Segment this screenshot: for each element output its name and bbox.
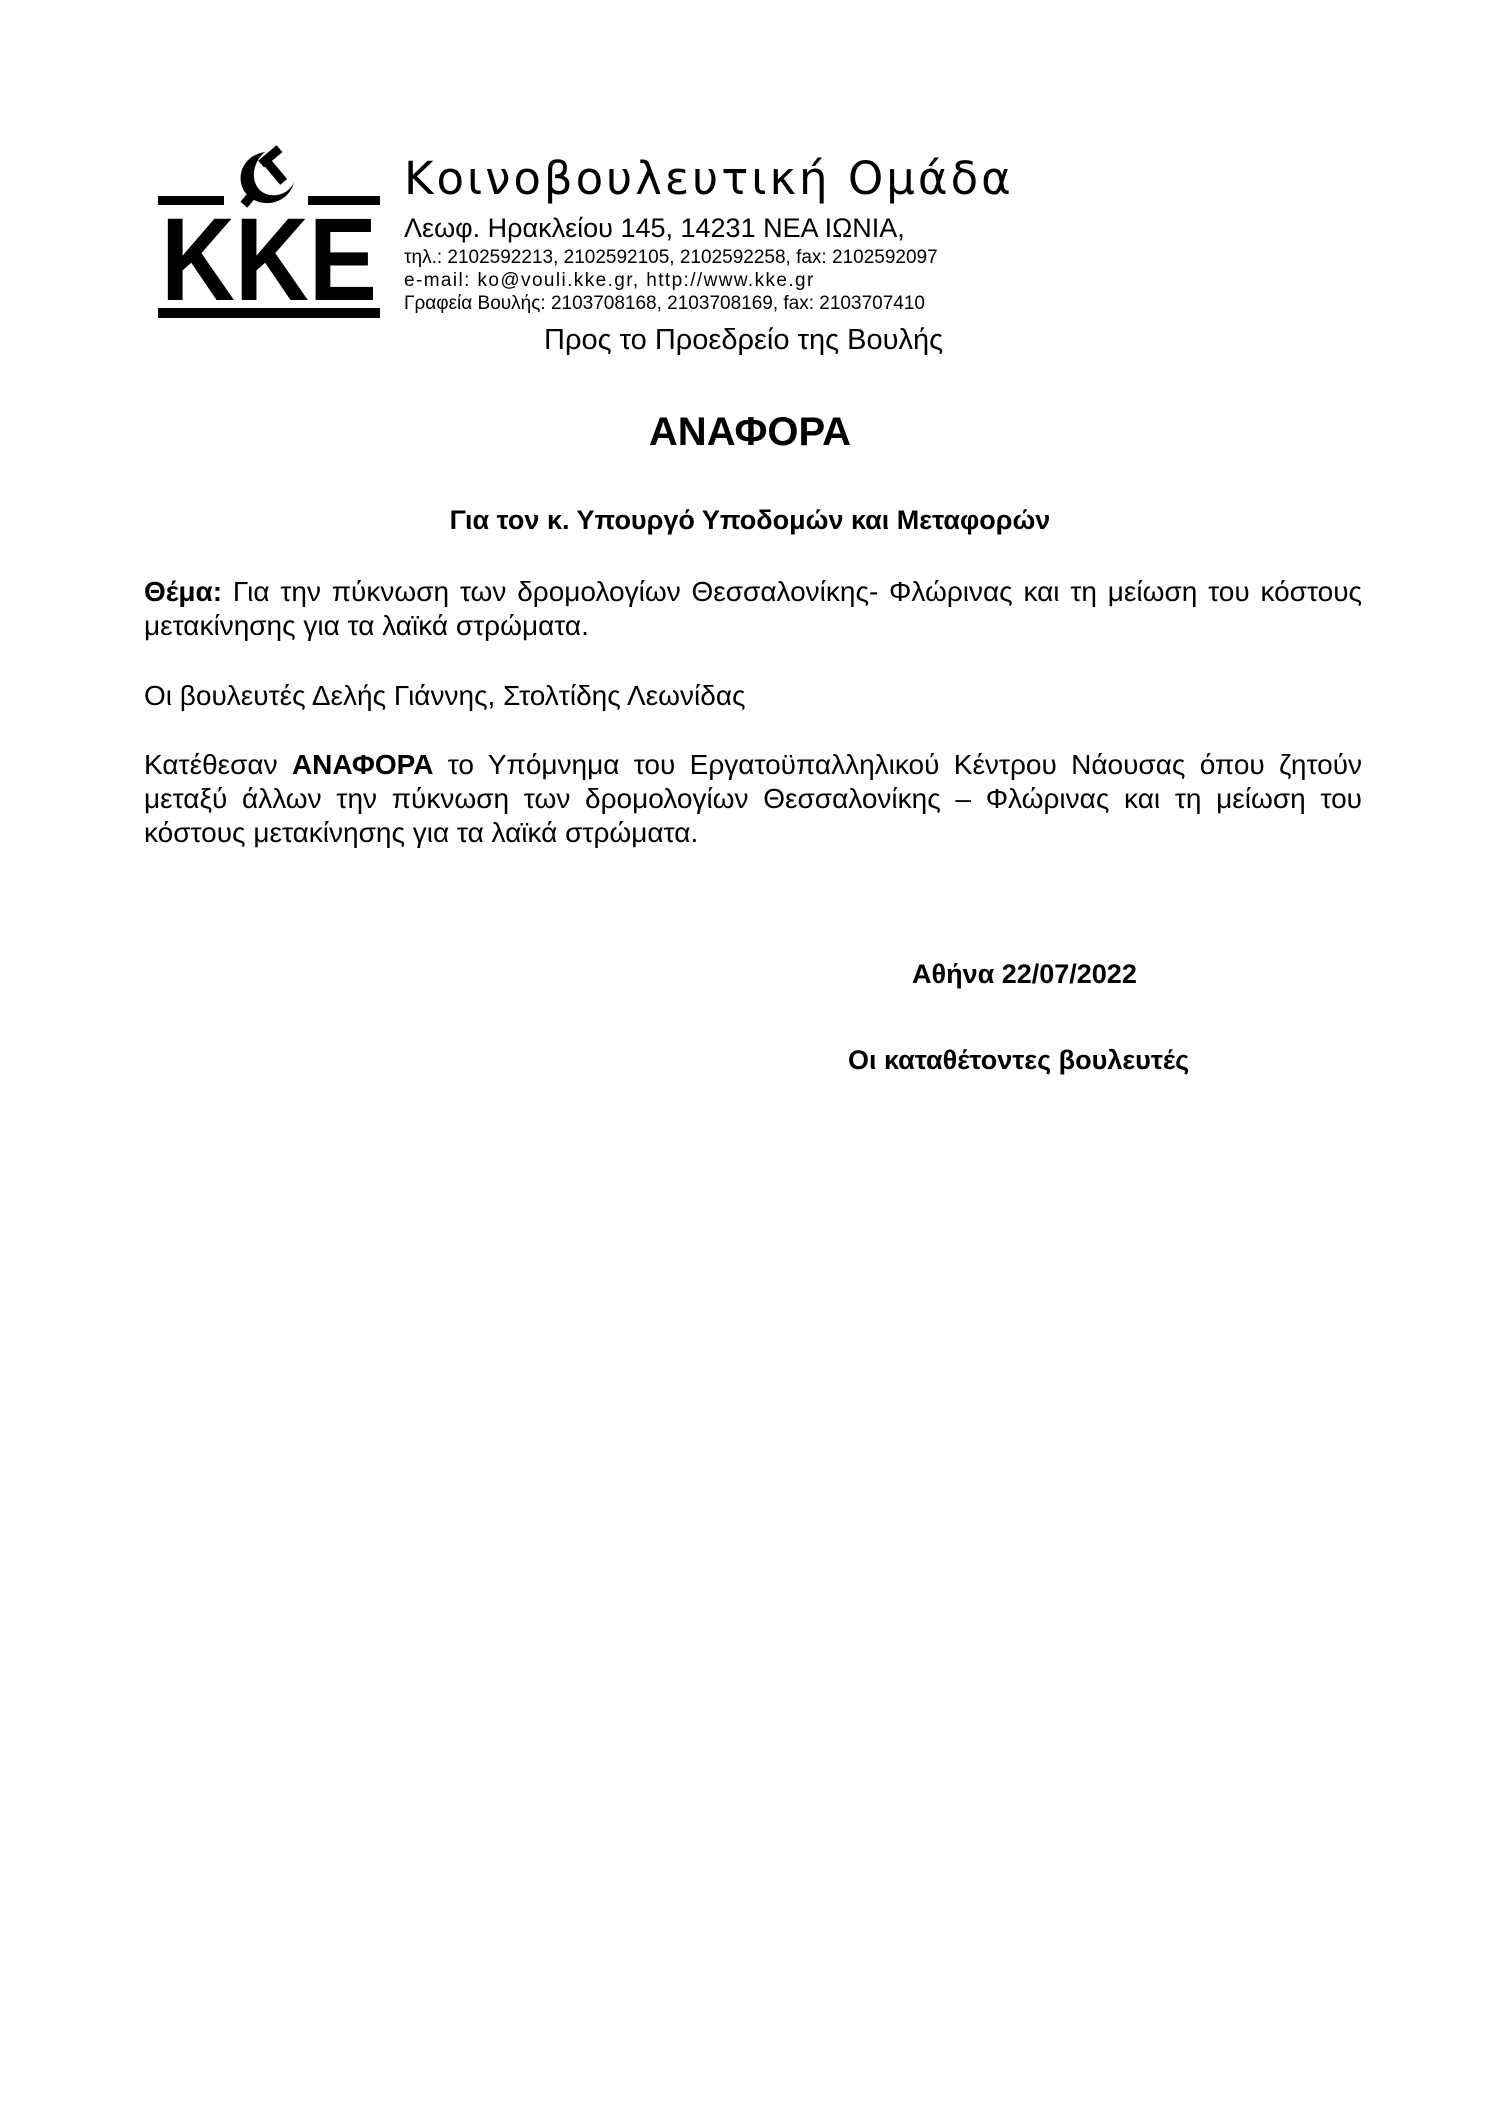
subject-text: Για την πύκνωση των δρομολογίων Θεσσαλονίκης- Φλώρινας και τη μείωση του κόστους μετακίνησης για τα λαϊκά στρώματα.	[144, 576, 1362, 641]
subject-paragraph	[144, 575, 1362, 643]
address-line: Λεωφ. Ηρακλείου 145, 14231 ΝΕΑ ΙΩΝΙΑ,	[404, 213, 905, 243]
signers-line: Οι καταθέτοντες βουλευτές	[848, 1045, 1190, 1075]
phone-line: τηλ.: 2102592213, 2102592105, 2102592258, fax: 2102592097	[404, 247, 938, 268]
parliament-offices-line: Γραφεία Βουλής: 2103708168, 2103708169, fax: 2103707410	[404, 293, 925, 314]
mps-line: Οι βουλευτές Δελής Γιάννης, Στολτίδης Λεωνίδας	[144, 680, 746, 711]
subject-label: Θέμα:	[144, 576, 223, 607]
logo-lettering: KKE	[161, 194, 377, 326]
body-text: το Υπόμνημα του Εργατοϋπαλληλικού Κέντρου Νάουσας όπου ζητούν μεταξύ άλλων την πύκνωση των δρομολογίων Θεσσαλονίκης – Φλώρινας και τη μείωση του κόστους μετακίνησης για τα λαϊκά στρώματα.	[144, 749, 1363, 848]
date-line: Αθήνα 22/07/2022	[912, 959, 1137, 989]
addressee-line: Για τον κ. Υπουργό Υποδομών και Μεταφορών	[449, 505, 1051, 535]
document-title: ΑΝΑΦΟΡΑ	[648, 410, 852, 454]
body-keyword: ΑΝΑΦΟΡΑ	[291, 749, 434, 780]
body-paragraph	[144, 748, 1362, 850]
recipient-line: Προς το Προεδρείο της Βουλής	[544, 324, 944, 356]
organization-name: Κοινοβουλευτική Ομάδα	[404, 152, 1014, 205]
kke-logo	[158, 148, 380, 326]
email-web-line: e-mail: ko@vouli.kke.gr, http://www.kke.gr	[404, 270, 815, 291]
body-prefix: Κατέθεσαν	[144, 749, 292, 780]
